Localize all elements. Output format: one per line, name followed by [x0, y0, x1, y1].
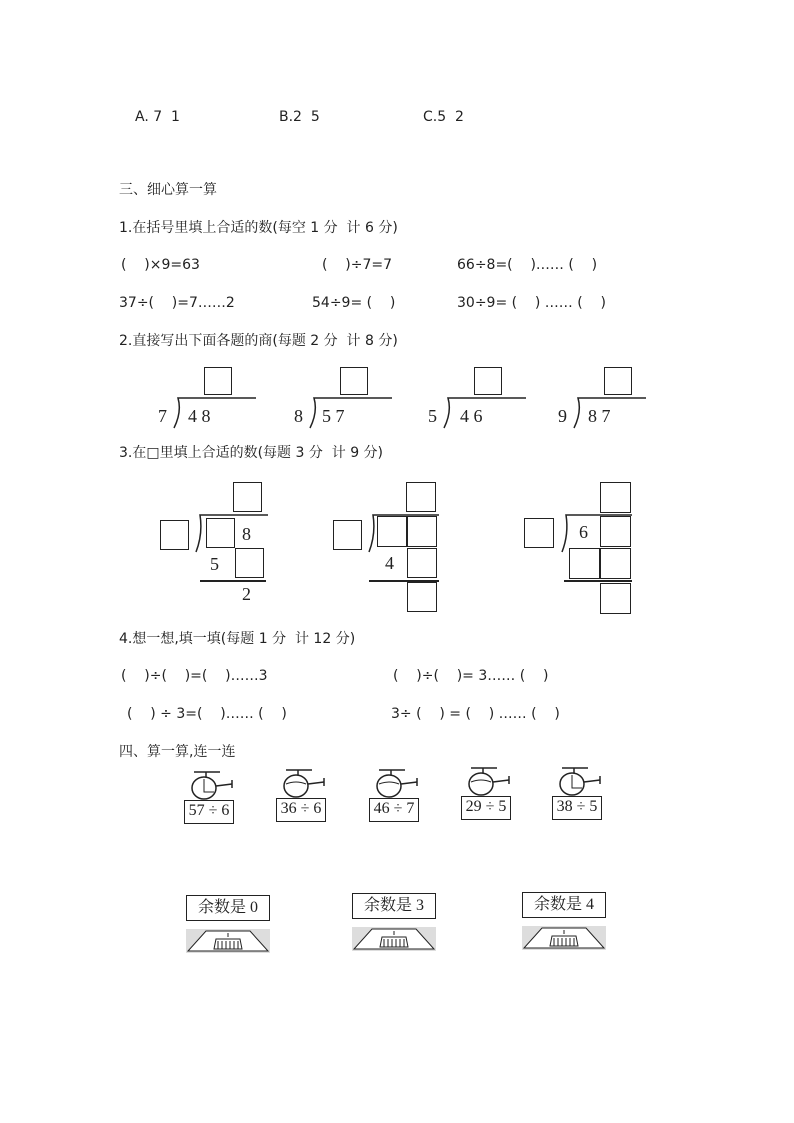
helicopter-icon: [184, 768, 236, 802]
division-expression: 57 ÷ 6: [184, 800, 234, 824]
fill-division-problem: [524, 482, 636, 614]
q4-title: 4.想一想,填一填(每题 1 分 计 12 分): [119, 631, 356, 647]
division-expression: 46 ÷ 7: [369, 798, 419, 822]
fill-box[interactable]: [407, 516, 437, 547]
dividend: 4 8: [188, 406, 211, 426]
remainder-label: 余数是 4: [522, 892, 606, 918]
fill-box[interactable]: [233, 482, 262, 512]
division-expression: 36 ÷ 6: [276, 798, 326, 822]
q1-item: 66÷8=( )…… ( ): [457, 257, 598, 273]
fill-box[interactable]: [407, 582, 437, 612]
answer-box[interactable]: [204, 367, 232, 395]
dividend-digit: 6: [579, 522, 588, 542]
division-bracket: [556, 394, 666, 430]
division-expression: 29 ÷ 5: [461, 796, 511, 820]
divisor: 8: [294, 406, 303, 426]
fill-box[interactable]: [206, 518, 235, 548]
fill-division-problem: [160, 482, 270, 606]
q1-item: ( )÷7=7: [322, 257, 392, 273]
subtract-digit: 5: [210, 554, 219, 574]
divisor: 5: [428, 406, 437, 426]
fill-box[interactable]: [406, 482, 436, 512]
dividend: 5 7: [322, 406, 345, 426]
fill-box[interactable]: [600, 583, 631, 614]
q1-item: 37÷( )=7……2: [119, 295, 235, 311]
subtract-digit: 4: [385, 553, 394, 573]
fill-box[interactable]: [333, 520, 362, 550]
q4-item: ( ) ÷ 3=( )…… ( ): [127, 706, 287, 722]
division-problem: [156, 366, 266, 430]
division-problem: [556, 366, 666, 430]
helicopter-card[interactable]: [552, 764, 604, 822]
helicopter-card[interactable]: [369, 766, 421, 824]
section3-title: 三、细心算一算: [119, 182, 217, 198]
runway-icon: [186, 929, 270, 953]
q1-item: ( )×9=63: [121, 257, 200, 273]
divisor: 9: [558, 406, 567, 426]
q4-item: 3÷ ( ) = ( ) …… ( ): [391, 706, 560, 722]
fill-box[interactable]: [407, 548, 437, 578]
fill-box[interactable]: [160, 520, 189, 550]
runway-icon: [352, 927, 436, 951]
remainder-digit: 2: [242, 584, 251, 604]
runway-icon: [522, 926, 606, 950]
helicopter-icon: [369, 766, 421, 800]
helicopter-card[interactable]: [461, 764, 513, 822]
division-problem: [292, 366, 402, 430]
helicopter-card[interactable]: [184, 768, 236, 826]
dividend: 8 7: [588, 406, 611, 426]
section4-title: 四、算一算,连一连: [119, 744, 236, 760]
helicopter-card[interactable]: [276, 766, 328, 824]
divider-line: [200, 580, 266, 582]
fill-division-problem: [333, 482, 443, 614]
fill-box[interactable]: [600, 516, 631, 547]
division-expression: 38 ÷ 5: [552, 796, 602, 820]
q2-title: 2.直接写出下面各题的商(每题 2 分 计 8 分): [119, 333, 398, 349]
answer-box[interactable]: [474, 367, 502, 395]
answer-box[interactable]: [604, 367, 632, 395]
option-a: A. 7 1: [135, 109, 180, 125]
divider-line: [564, 580, 632, 582]
dividend: 4 6: [460, 406, 483, 426]
q1-item: 30÷9= ( ) …… ( ): [457, 295, 606, 311]
fill-box[interactable]: [600, 482, 631, 513]
runway-card[interactable]: [522, 892, 606, 952]
q1-item: 54÷9= ( ): [312, 295, 396, 311]
fill-box[interactable]: [524, 518, 554, 548]
answer-box[interactable]: [340, 367, 368, 395]
q4-item: ( )÷( )=( )……3: [121, 668, 268, 684]
remainder-label: 余数是 3: [352, 893, 436, 919]
dividend-digit: 8: [242, 524, 251, 544]
helicopter-icon: [461, 764, 513, 798]
option-c: C.5 2: [423, 109, 464, 125]
runway-card[interactable]: [186, 895, 270, 955]
helicopter-icon: [276, 766, 328, 800]
fill-box[interactable]: [377, 516, 407, 547]
remainder-label: 余数是 0: [186, 895, 270, 921]
runway-card[interactable]: [352, 893, 436, 953]
q1-title: 1.在括号里填上合适的数(每空 1 分 计 6 分): [119, 220, 398, 236]
fill-box[interactable]: [600, 548, 631, 579]
division-bracket: [156, 394, 266, 430]
q4-item: ( )÷( )= 3…… ( ): [393, 668, 549, 684]
fill-box[interactable]: [569, 548, 600, 579]
fill-box[interactable]: [235, 548, 264, 578]
q3-title: 3.在□里填上合适的数(每题 3 分 计 9 分): [119, 445, 384, 461]
option-b: B.2 5: [279, 109, 320, 125]
division-bracket: [292, 394, 402, 430]
helicopter-icon: [552, 764, 604, 798]
division-problem: [426, 366, 536, 430]
divisor: 7: [158, 406, 167, 426]
